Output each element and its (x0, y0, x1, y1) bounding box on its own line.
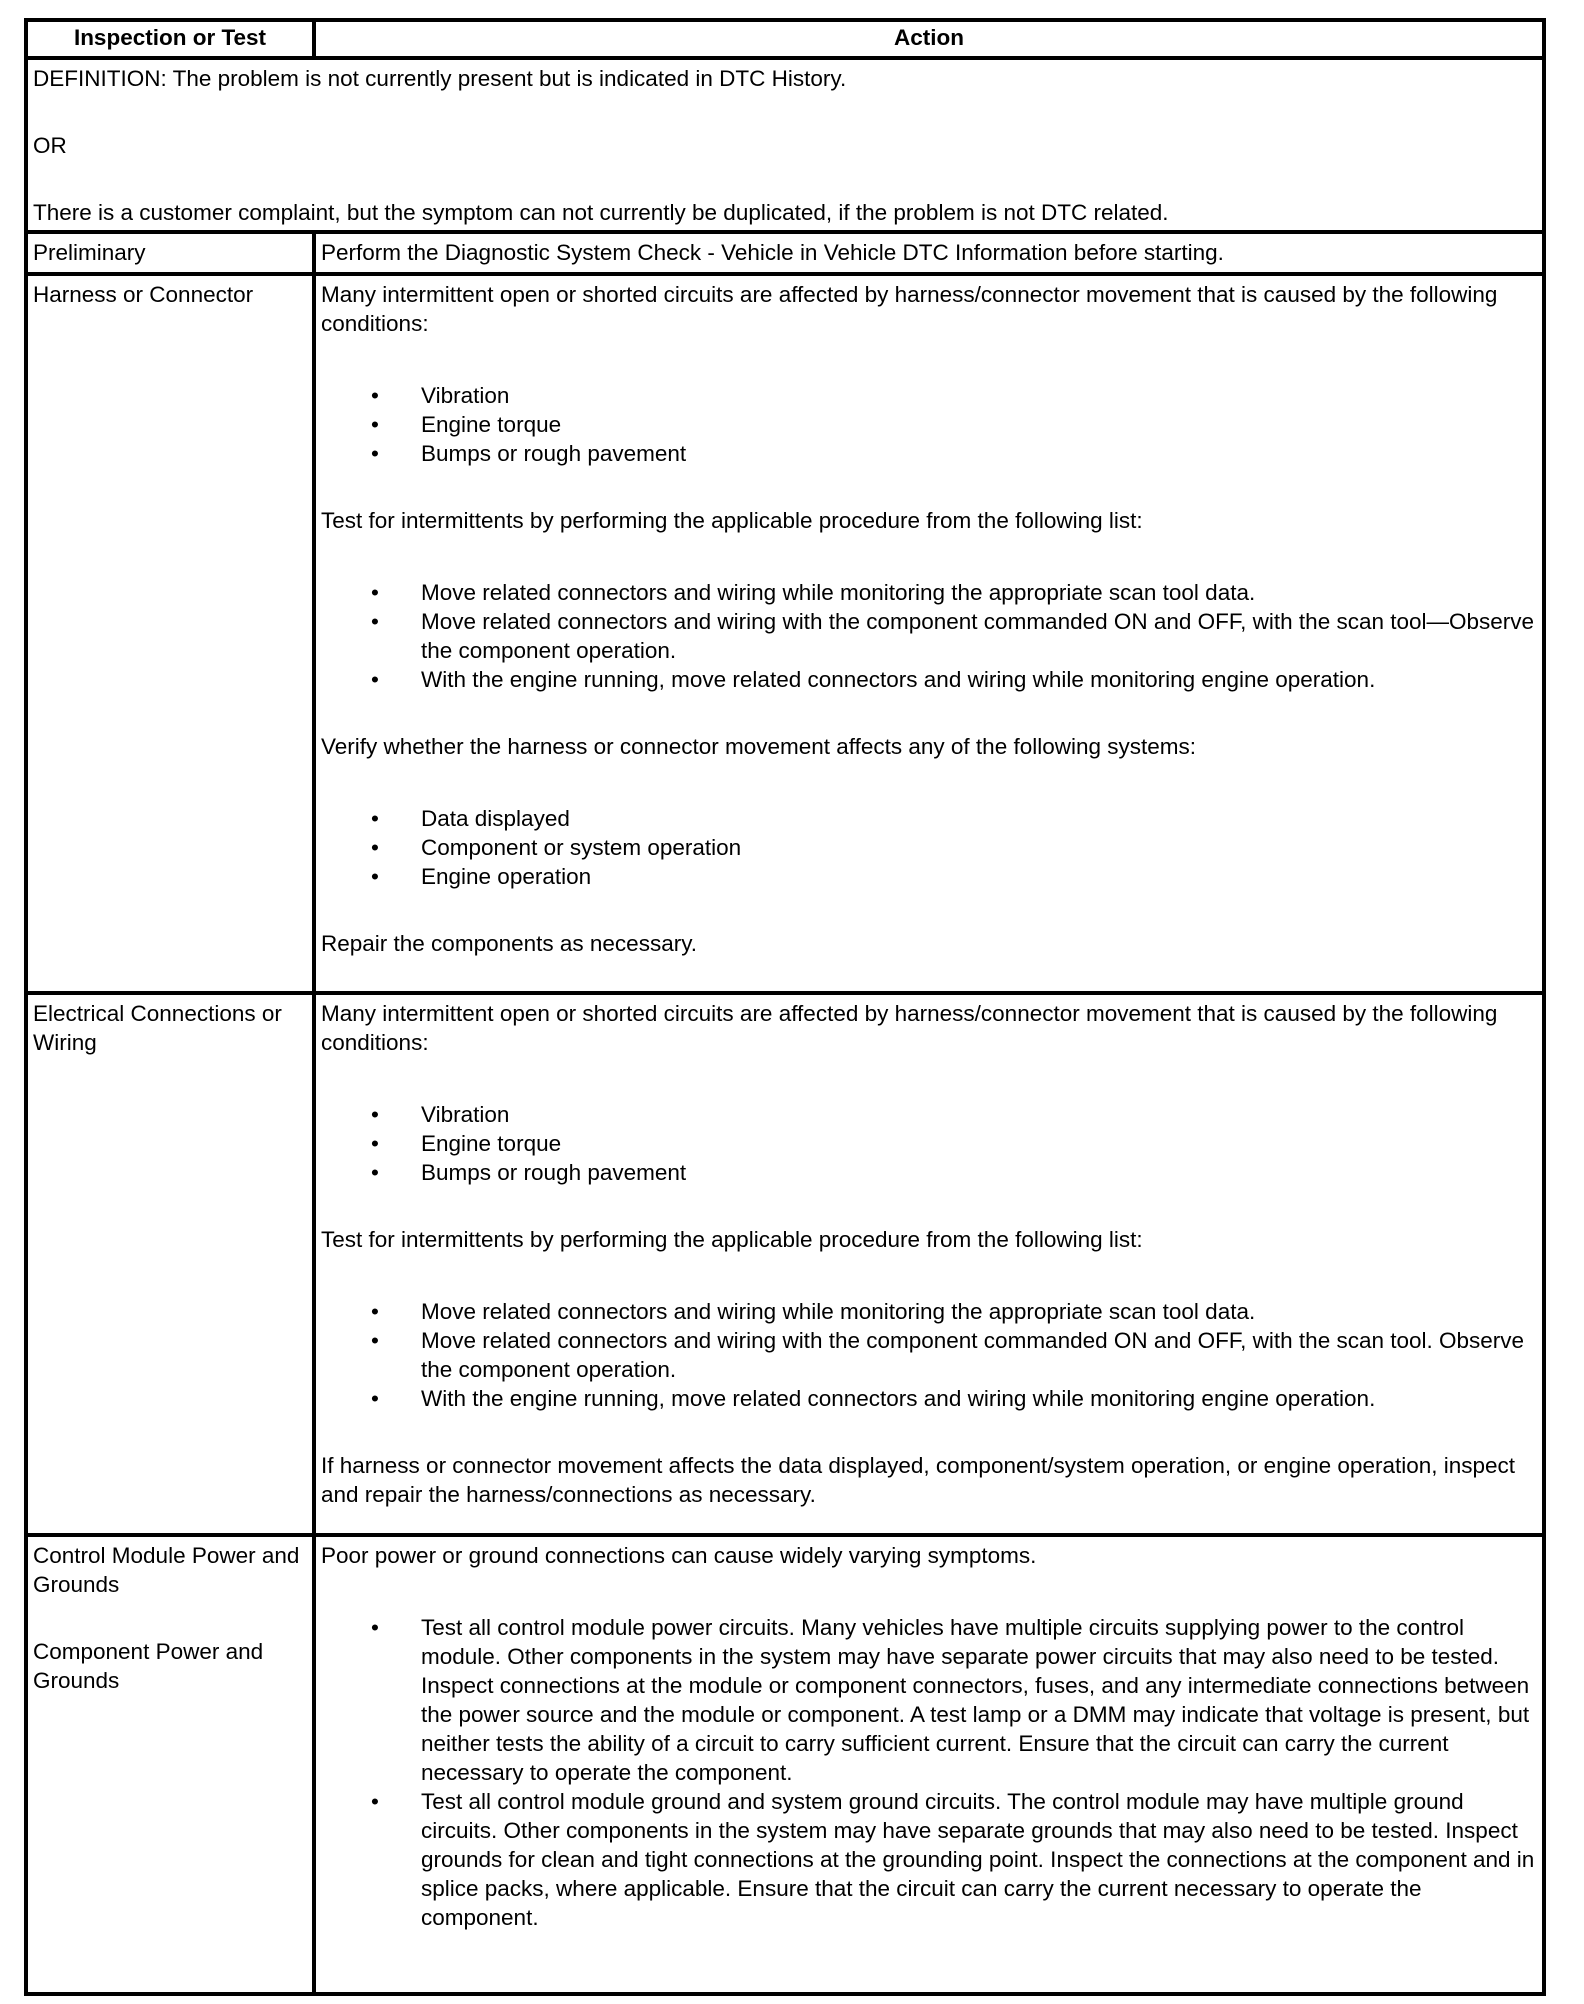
harness-test-intro: Test for intermittents by performing the applicable procedure from the following list: (321, 508, 1143, 533)
power-label-control-module: Control Module Power and Grounds (33, 1543, 300, 1597)
definition-complaint: There is a customer complaint, but the symptom can not currently be duplicated, if the problem is not DTC related. (33, 200, 1169, 225)
list-item: • Move related connectors and wiring with the component commanded ON and OFF, with the scan tool—Observe the component operation. (321, 607, 1537, 665)
list-item: • Engine torque (321, 410, 1537, 439)
list-item: • Engine torque (321, 1129, 1537, 1158)
list-item: • Bumps or rough pavement (321, 439, 1537, 468)
header-action: Action (314, 22, 1542, 58)
harness-conditions-list (321, 381, 1537, 468)
list-item: • With the engine running, move related connectors and wiring while monitoring engine operation. (321, 1384, 1537, 1413)
power-action (314, 1535, 1542, 1992)
harness-label: Harness or Connector (28, 274, 314, 993)
definition-cell (28, 58, 1542, 232)
preliminary-row (28, 232, 1542, 274)
inspection-table (28, 22, 1542, 1992)
electrical-procedures-list (321, 1297, 1537, 1413)
harness-verify-intro: Verify whether the harness or connector movement affects any of the following systems: (321, 734, 1197, 759)
header-inspection-or-test: Inspection or Test (28, 22, 314, 58)
list-item: • Test all control module ground and system ground circuits. The control module may have multiple ground circuits. Other components in the system may have separate grounds that may also need to be tested. Inspect grounds for clean and tight connections at the grounding point. Inspect the connections at the component and in splice packs, where applicable. Ensure that the circuit can carry the current necessary to operate the component. (321, 1787, 1537, 1932)
power-row (28, 1535, 1542, 1992)
power-items-list (321, 1613, 1537, 1932)
list-item: • Component or system operation (321, 833, 1537, 862)
list-item: • With the engine running, move related connectors and wiring while monitoring engine operation. (321, 665, 1537, 694)
preliminary-action: Perform the Diagnostic System Check - Vehicle in Vehicle DTC Information before starting. (314, 232, 1542, 274)
list-item: • Move related connectors and wiring while monitoring the appropriate scan tool data. (321, 1297, 1537, 1326)
electrical-closing: If harness or connector movement affects the data displayed, component/system operation, or engine operation, inspect and repair the harness/connections as necessary. (321, 1453, 1516, 1507)
definition-row (28, 58, 1542, 232)
electrical-conditions-list (321, 1100, 1537, 1187)
definition-text: DEFINITION: The problem is not currently present but is indicated in DTC History. (33, 66, 847, 91)
harness-intro: Many intermittent open or shorted circuits are affected by harness/connector movement that is caused by the following conditions: (321, 282, 1498, 336)
electrical-row (28, 993, 1542, 1535)
list-item: • Engine operation (321, 862, 1537, 891)
list-item: • Move related connectors and wiring with the component commanded ON and OFF, with the scan tool. Observe the component operation. (321, 1326, 1537, 1384)
harness-row (28, 274, 1542, 993)
electrical-label: Electrical Connections or Wiring (28, 993, 314, 1535)
definition-or: OR (33, 133, 67, 158)
power-label-cell (28, 1535, 314, 1992)
list-item: • Bumps or rough pavement (321, 1158, 1537, 1187)
list-item: • Data displayed (321, 804, 1537, 833)
harness-action (314, 274, 1542, 993)
preliminary-label: Preliminary (28, 232, 314, 274)
electrical-test-intro: Test for intermittents by performing the applicable procedure from the following list: (321, 1227, 1143, 1252)
list-item: • Move related connectors and wiring while monitoring the appropriate scan tool data. (321, 578, 1537, 607)
harness-repair: Repair the components as necessary. (321, 931, 698, 956)
power-label-component: Component Power and Grounds (33, 1639, 264, 1693)
electrical-intro: Many intermittent open or shorted circuits are affected by harness/connector movement that is caused by the following conditions: (321, 1001, 1498, 1055)
list-item: • Test all control module power circuits. Many vehicles have multiple circuits supplying power to the control module. Other components in the system may have separate power circuits that may also need to be tested. Inspect connections at the module or component connectors, fuses, and any intermediate connections between the power source and the module or component. A test lamp or a DMM may indicate that voltage is present, but neither tests the ability of a circuit to carry sufficient current. Ensure that the circuit can carry the current necessary to operate the component. (321, 1613, 1537, 1787)
list-item: • Vibration (321, 1100, 1537, 1129)
list-item: • Vibration (321, 381, 1537, 410)
harness-systems-list (321, 804, 1537, 891)
electrical-action (314, 993, 1542, 1535)
header-row (28, 22, 1542, 58)
harness-procedures-list (321, 578, 1537, 694)
power-intro: Poor power or ground connections can cause widely varying symptoms. (321, 1543, 1037, 1568)
diagnostic-table-document (24, 18, 1546, 1996)
